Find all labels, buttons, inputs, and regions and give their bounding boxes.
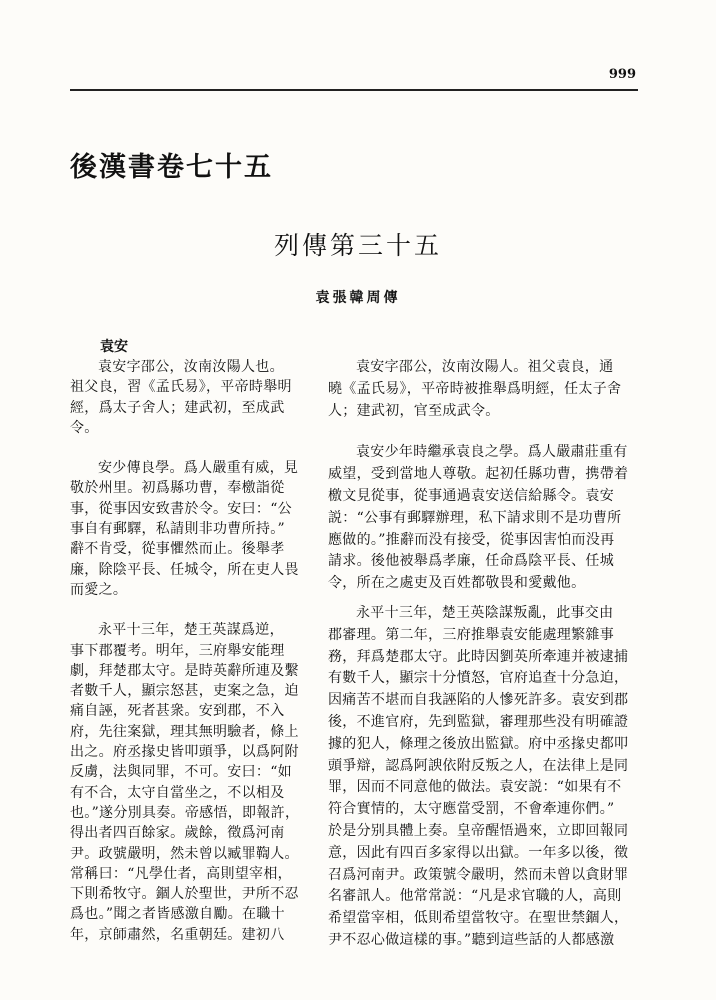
classical-paragraph [70,357,300,438]
text-line: 罪，因而不同意他的做法。袁安説：“如果有不 [328,779,622,796]
classical-text-column [70,357,300,945]
modern-paragraph [328,357,633,422]
text-line: 得出者四百餘家。歲餘，徵爲河南 [70,825,285,842]
text-line: 年，京師肅然，名重朝廷。建初八 [70,926,285,943]
text-line: 事下郡覆考。明年，三府舉安能理 [70,642,285,659]
text-line: 頭爭辯，認爲阿諛依附反叛之人，在法律上是同 [328,757,629,774]
text-line: 事自有郵驛，私請則非功曹所持。” [70,521,285,538]
text-line: 反虜，法與同罪，不可。安曰：“如 [70,764,292,781]
modern-paragraph [328,442,633,595]
text-line: 據的犯人，條理之後放出監獄。府中丞掾史都叩 [328,735,629,752]
text-line: 也。”遂分別具奏。帝感悟，即報許， [70,804,300,821]
text-line: 於是分别具體上奏。皇帝醒悟過來，立即回報同 [328,822,629,839]
paragraph-gap [328,422,633,442]
text-line: 常稱曰：“凡學仕者，高則望宰相， [70,865,292,882]
text-line: 者數千人，顯宗怒甚，吏案之急，迫 [70,683,299,700]
text-line: 袁安少年時繼承袁良之學。爲人嚴肅莊重有 [356,444,628,461]
text-line: 名審訊人。他常常説：“凡是求官職的人，高則 [328,888,622,905]
text-line: 令，所在之處吏及百姓都敬畏和愛戴他。 [328,575,586,592]
section-title: 列傳第三十五 [273,231,442,260]
text-line: 曉《孟氏易》，平帝時被推舉爲明經，任太子舍 [328,380,622,397]
text-line: 事，從事因安致書於令。安曰：“公 [70,500,292,517]
text-line: 爲也。”聞之者皆感激自勵。在職十 [70,906,285,923]
text-line: 安少傳良學。爲人嚴重有威，見 [98,460,299,477]
paragraph-gap [70,600,300,620]
paragraph-gap [70,438,300,458]
book-title: 後漢書卷七十五 [70,152,273,183]
text-line: 希望當宰相，低則希望當牧守。在聖世禁錮人， [328,910,629,927]
text-line: 郡審理。第二年，三府推舉袁安能處理繁雜事 [328,626,614,643]
text-line: 出之。府丞掾史皆叩頭爭，以爲阿附 [70,744,299,761]
text-line: 召爲河南尹。政策號令嚴明，然而未曾以貪財罪 [328,866,629,883]
text-line: 廉，除陰平長、任城令，所在吏人畏 [70,561,299,578]
text-line: 説：“公事有郵驛辦理，私下請求則不是功曹所 [328,509,622,526]
text-line: 下則希牧守。錮人於聖世，尹所不忍 [70,886,299,903]
text-line: 辭不肯受，從事懼然而止。後舉孝 [70,541,285,558]
text-line: 而愛之。 [70,581,128,598]
text-line: 袁安字邵公，汝南汝陽人也。 [98,359,284,375]
text-line: 尹不忍心做這樣的事。”聽到這些話的人都感激 [328,931,615,948]
text-line: 令。 [70,419,99,436]
text-line: 永平十三年，楚王英陰謀叛亂，此事交由 [356,604,614,621]
person-heading: 袁安 [100,339,128,355]
text-line: 因痛苦不堪而自我誣陷的人慘死許多。袁安到郡 [328,692,629,709]
text-line: 敬於州里。初爲縣功曹，奉檄詣從 [70,480,285,497]
modern-translation-column [328,357,633,952]
text-line: 痛自誣，死者甚衆。安到郡，不入 [70,703,285,720]
text-line: 應做的。”推辭而没有接受，從事因害怕而没再 [328,531,615,548]
text-line: 人；建武初，官至成武令。 [328,402,500,419]
paragraph-gap [328,595,633,603]
biography-authors: 袁張韓周傳 [315,290,401,306]
classical-paragraph [70,620,300,945]
classical-paragraph [70,458,300,600]
text-line: 威望，受到當地人尊敬。起初任縣功曹，携帶着 [328,466,629,483]
modern-paragraph [328,603,633,952]
text-line: 意，因此有四百多家得以出獄。一年多以後，徵 [328,844,629,861]
text-line: 符合實情的，太守應當受罰，不會牽連你們。” [328,801,615,818]
text-line: 務，拜爲楚郡太守。此時因劉英所牽連并被逮捕 [328,648,629,665]
text-line: 檄文見從事，從事通過袁安送信給縣令。袁安 [328,487,614,504]
text-line: 袁安字邵公，汝南汝陽人。祖父袁良，通 [356,359,614,375]
text-line: 有不合，太守自當坐之，不以相及 [70,784,285,801]
text-line: 永平十三年，楚王英謀爲逆， [98,622,284,639]
text-line: 府，先往案獄，理其無明驗者，條上 [70,723,299,740]
text-line: 請求。後他被舉爲孝廉，任命爲陰平長、任城 [328,553,614,570]
text-line: 經，爲太子舍人；建武初，至成武 [70,399,285,416]
text-line: 有數千人，顯宗十分憤怒，官府追查十分急迫， [328,670,629,687]
header-rule [70,89,638,91]
text-line: 劇，拜楚郡太守。是時英辭所連及繫 [70,662,299,679]
text-line: 祖父良，習《孟氏易》，平帝時舉明 [70,379,292,396]
text-line: 後，不進官府，先到監獄，審理那些没有明確證 [328,713,629,730]
text-line: 尹。政號嚴明，然未曾以臧罪鞫人。 [70,845,299,862]
page-number: 999 [608,67,636,82]
